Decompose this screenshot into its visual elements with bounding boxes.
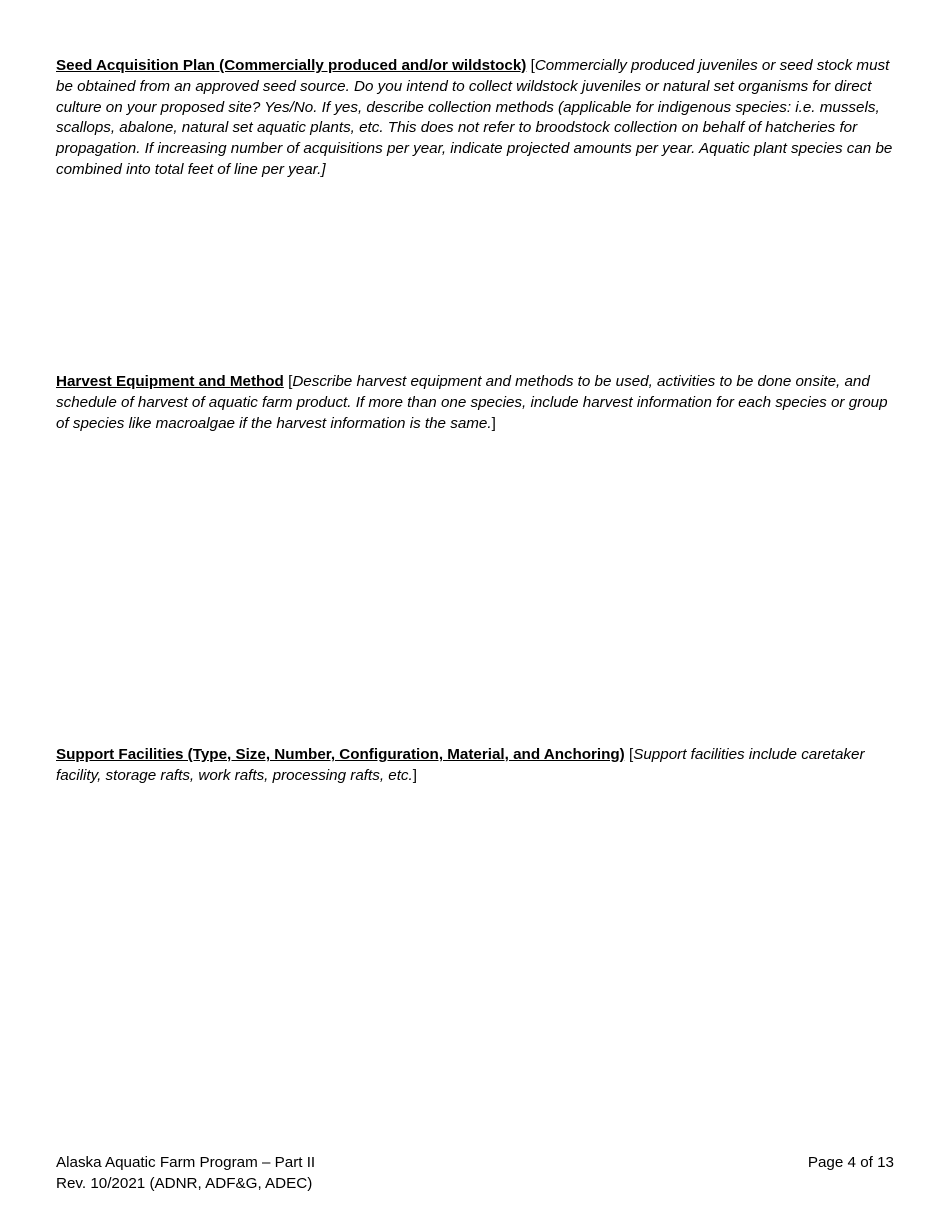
footer-left (56, 1153, 315, 1195)
section-heading: Seed Acquisition Plan (Commercially produced and/or wildstock) (56, 57, 527, 74)
harvest-equipment-section (56, 372, 896, 434)
open-bracket: [ (628, 746, 634, 763)
close-bracket: ] (491, 414, 496, 432)
close-bracket: ] (412, 766, 417, 784)
section-heading: Support Facilities (Type, Size, Number, Configuration, Material, and Anchoring) (56, 746, 625, 763)
section-heading: Harvest Equipment and Method (56, 373, 284, 390)
seed-acquisition-section (56, 56, 896, 181)
support-facilities-section (56, 745, 896, 787)
open-bracket: [ (288, 373, 293, 390)
footer-program-name: Alaska Aquatic Farm Program – Part II (56, 1154, 316, 1171)
section-instructions: Commercially produced juveniles or seed stock must be obtained from an approved seed source. Do you intend to collect wildstock juveniles or natural set organisms for direct culture on your proposed site? Yes/No. If yes, describe collection methods (applicable for indigenous species: i.e. mussels, scallops, abalone, natural set aquatic plants, etc. This does not refer to broodstock collection on behalf of hatcheries for propagation. If increasing number of acquisitions per year, indicate projected amounts per year. Aquatic plant species can be combined into total feet of line per year.] (56, 57, 893, 178)
open-bracket: [ (530, 57, 535, 74)
footer-revision: Rev. 10/2021 (ADNR, ADF&G, ADEC) (56, 1174, 313, 1192)
footer-page-number: Page 4 of 13 (807, 1154, 894, 1171)
section-instructions: Describe harvest equipment and methods to be used, activities to be done onsite, and schedule of harvest of aquatic farm product. If more than one species, include harvest information for each species or group of species like macroalgae if the harvest information is the same. (56, 373, 888, 432)
section-instructions: Support facilities include caretaker facility, storage rafts, work rafts, processing rafts, etc. (56, 746, 865, 784)
